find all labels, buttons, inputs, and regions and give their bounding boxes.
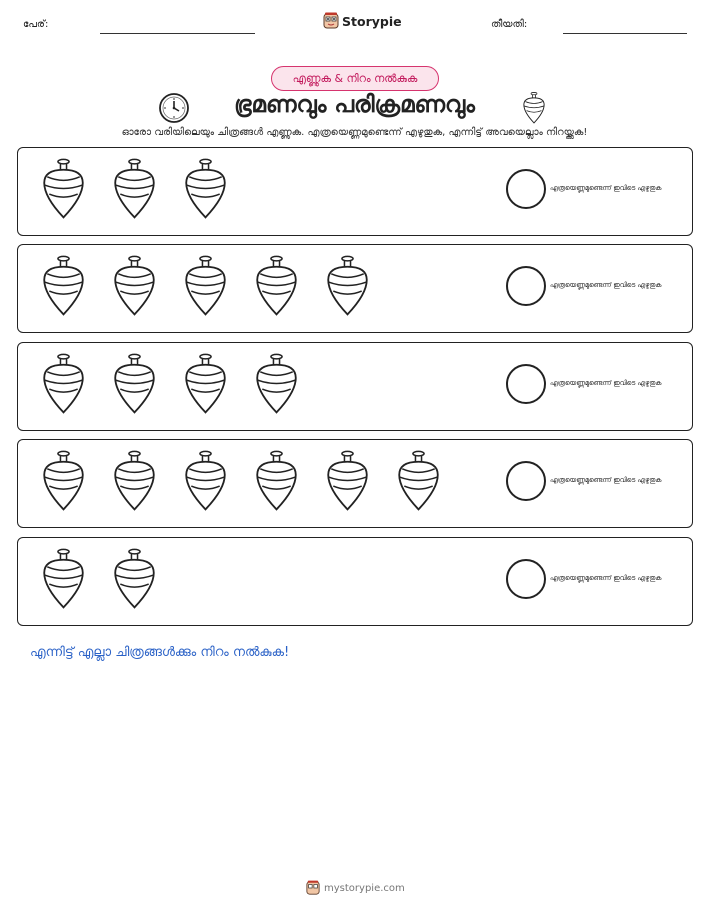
count-row [17, 439, 693, 528]
spinning-top-icon [520, 92, 548, 124]
footer [306, 880, 405, 896]
tops-group [28, 253, 383, 319]
storypie-mascot-icon [323, 12, 339, 30]
spinning-top-icon [170, 156, 241, 222]
answer-circle[interactable] [506, 559, 546, 599]
activity-badge: എണ്ണുക & നിറം നൽകുക [271, 66, 439, 91]
title-row [0, 90, 709, 124]
answer-hint: എത്രയെണ്ണമുണ്ടെന്ന് ഇവിടെ എഴുതുക [550, 184, 662, 192]
answer-hint: എത്രയെണ്ണമുണ്ടെന്ന് ഇവിടെ എഴുതുക [550, 476, 662, 484]
spinning-top-icon [170, 448, 241, 514]
spinning-top-icon [170, 351, 241, 417]
spinning-top-icon [28, 351, 99, 417]
answer-hint: എത്രയെണ്ണമുണ്ടെന്ന് ഇവിടെ എഴുതുക [550, 281, 662, 289]
storypie-mascot-icon [306, 880, 320, 896]
spinning-top-icon [99, 448, 170, 514]
spinning-top-icon [99, 546, 170, 612]
name-field[interactable] [100, 33, 255, 34]
footer-site: mystorypie.com [324, 882, 405, 894]
spinning-top-icon [99, 156, 170, 222]
tops-group [28, 351, 312, 417]
brand-name: Storypie [342, 13, 402, 29]
count-row [17, 244, 693, 333]
spinning-top-icon [28, 253, 99, 319]
spinning-top-icon [312, 253, 383, 319]
spinning-top-icon [241, 448, 312, 514]
instructions: ഓരോ വരിയിലെയും ചിത്രങ്ങൾ എണ്ണുക. എത്രയെണ്ണമുണ്ടെന്ന് എഴുതുക, എന്നിട്ട് അവയെല്ലാം നിറയ്ക്കുക! [121, 127, 588, 138]
spinning-top-icon [99, 253, 170, 319]
color-instruction: എന്നിട്ട് എല്ലാ ചിത്രങ്ങൾക്കും നിറം നൽകുക! [30, 645, 290, 660]
spinning-top-icon [241, 253, 312, 319]
date-label: തീയതി: [491, 19, 528, 30]
spinning-top-icon [28, 156, 99, 222]
spinning-top-icon [383, 448, 454, 514]
name-label: പേര്: [23, 19, 49, 30]
spinning-top-icon [28, 546, 99, 612]
spinning-top-icon [28, 448, 99, 514]
spinning-top-icon [99, 351, 170, 417]
tops-group [28, 156, 241, 222]
storypie-logo [323, 12, 402, 30]
count-row [17, 147, 693, 236]
spinning-top-icon [170, 253, 241, 319]
page-title: ഭ്രമണവും പരിക്രമണവും [234, 92, 475, 118]
spinning-top-icon [312, 448, 383, 514]
tops-group [28, 448, 454, 514]
count-row [17, 342, 693, 431]
answer-circle[interactable] [506, 364, 546, 404]
answer-circle[interactable] [506, 169, 546, 209]
count-row [17, 537, 693, 626]
spinning-top-icon [241, 351, 312, 417]
tops-group [28, 546, 170, 612]
answer-hint: എത്രയെണ്ണമുണ്ടെന്ന് ഇവിടെ എഴുതുക [550, 574, 662, 582]
answer-circle[interactable] [506, 461, 546, 501]
answer-hint: എത്രയെണ്ണമുണ്ടെന്ന് ഇവിടെ എഴുതുക [550, 379, 662, 387]
answer-circle[interactable] [506, 266, 546, 306]
date-field[interactable] [563, 33, 687, 34]
